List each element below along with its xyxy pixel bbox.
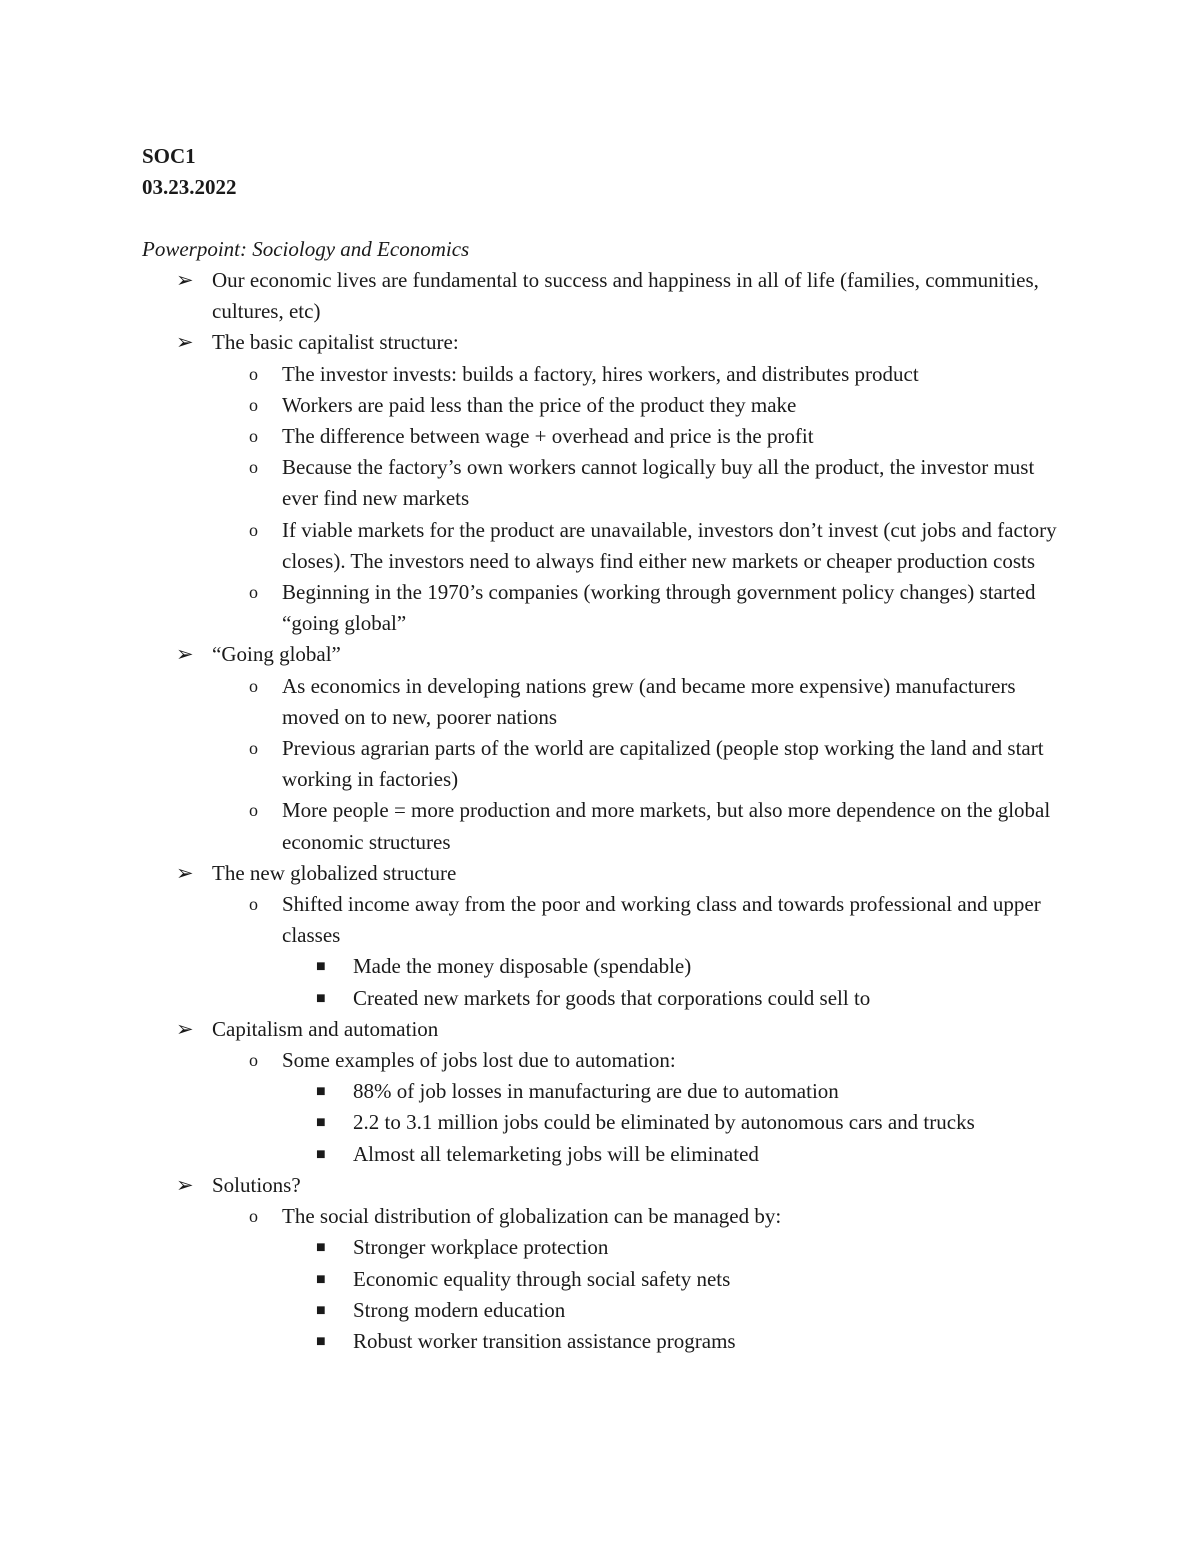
circle-bullet-icon: o [249,519,258,540]
circle-bullet-icon: o [249,582,258,603]
outline-subitem [0,889,1072,951]
item-text: Shifted income away from the poor and working class and towards professional and upper classes [282,892,1041,948]
outline-subitem [0,795,1072,857]
outline-subsubitem [0,1295,1073,1326]
circle-bullet-icon: o [249,800,258,821]
lecture-date: 03.23.2022 [142,175,237,199]
item-text: Stronger workplace protection [353,1235,609,1260]
outline-subitem [0,421,1072,452]
item-text: The social distribution of globalization can be managed by: [282,1204,782,1229]
outline-subsubitem [0,951,1073,982]
square-bullet-icon: ■ [316,1332,326,1350]
arrow-bullet-icon: ➢ [176,330,194,355]
outline-item [0,1014,1072,1045]
outline-subitem [0,1045,1072,1076]
course-code: SOC1 [142,144,196,168]
item-text: Made the money disposable (spendable) [353,954,692,979]
square-bullet-icon: ■ [316,1270,326,1288]
item-text: Economic equality through social safety nets [353,1266,731,1291]
notes-subtitle: Powerpoint: Sociology and Economics [142,237,470,261]
item-text: Beginning in the 1970’s companies (working through government policy changes) started “going global” [282,580,1036,636]
item-text: 2.2 to 3.1 million jobs could be eliminated by autonomous cars and trucks [353,1110,975,1135]
arrow-bullet-icon: ➢ [176,1172,194,1197]
outline-subitem [0,359,1072,390]
item-text: Capitalism and automation [212,1016,439,1041]
item-text: The new globalized structure [212,860,457,885]
arrow-bullet-icon: ➢ [176,860,194,885]
item-text: Almost all telemarketing jobs will be eliminated [353,1141,759,1166]
outline-item [0,327,1072,358]
circle-bullet-icon: o [249,738,258,759]
outline-item [0,265,1072,327]
item-text: The basic capitalist structure: [212,330,459,355]
square-bullet-icon: ■ [316,1145,326,1163]
square-bullet-icon: ■ [316,989,326,1007]
outline-subitem [0,452,1072,514]
arrow-bullet-icon: ➢ [176,1016,194,1041]
square-bullet-icon: ■ [316,1114,326,1132]
item-text: Created new markets for goods that corporations could sell to [353,985,871,1010]
outline-subitem [0,1201,1072,1232]
outline-subsubitem [0,1139,1073,1170]
outline-subsubitem [0,1232,1073,1263]
item-text: Some examples of jobs lost due to automation: [282,1048,676,1073]
arrow-bullet-icon: ➢ [176,268,194,292]
circle-bullet-icon: o [249,457,258,478]
circle-bullet-icon: o [249,394,258,415]
outline-subitem [0,577,1072,639]
item-text: The difference between wage + overhead and price is the profit [282,424,814,449]
square-bullet-icon: ■ [316,958,326,976]
square-bullet-icon: ■ [316,1301,326,1319]
item-text: 88% of job losses in manufacturing are due to automation [353,1079,839,1104]
notes-outline [0,265,1200,1357]
item-text: The investor invests: builds a factory, hires workers, and distributes product [282,361,919,386]
outline-item [0,1170,1072,1201]
outline-subitem [0,733,1072,795]
item-text: Because the factory’s own workers cannot logically buy all the product, the investor must ever find new markets [282,455,1035,511]
item-text: “Going global” [212,642,341,667]
outline-subsubitem [0,1326,1073,1357]
circle-bullet-icon: o [249,1050,258,1071]
item-text: Workers are paid less than the price of the product they make [282,392,797,417]
circle-bullet-icon: o [249,894,258,915]
outline-subitem [0,671,1072,733]
item-text: If viable markets for the product are unavailable, investors don’t invest (cut jobs and factory closes). The investors need to always find either new markets or cheaper production costs [282,517,1057,573]
outline-subsubitem [0,983,1073,1014]
item-text: Our economic lives are fundamental to success and happiness in all of life (families, communities, cultures, etc) [212,268,1039,324]
circle-bullet-icon: o [249,363,258,384]
outline-subitem [0,515,1072,577]
outline-subsubitem [0,1264,1073,1295]
circle-bullet-icon: o [249,1206,258,1227]
item-text: Robust worker transition assistance programs [353,1328,736,1353]
outline-item [0,858,1072,889]
item-text: Previous agrarian parts of the world are capitalized (people stop working the land and start working in factories) [282,736,1044,792]
circle-bullet-icon: o [249,426,258,447]
outline-subsubitem [0,1076,1073,1107]
outline-subsubitem [0,1107,1073,1138]
square-bullet-icon: ■ [316,1239,326,1257]
arrow-bullet-icon: ➢ [176,642,194,667]
circle-bullet-icon: o [249,675,258,696]
item-text: Strong modern education [353,1297,566,1322]
item-text: More people = more production and more markets, but also more dependence on the global economic structures [282,798,1051,854]
item-text: As economics in developing nations grew (and became more expensive) manufacturers moved on to new, poorer nations [282,673,1016,729]
item-text: Solutions? [212,1172,301,1197]
square-bullet-icon: ■ [316,1083,326,1101]
outline-item [0,639,1072,670]
outline-subitem [0,390,1072,421]
